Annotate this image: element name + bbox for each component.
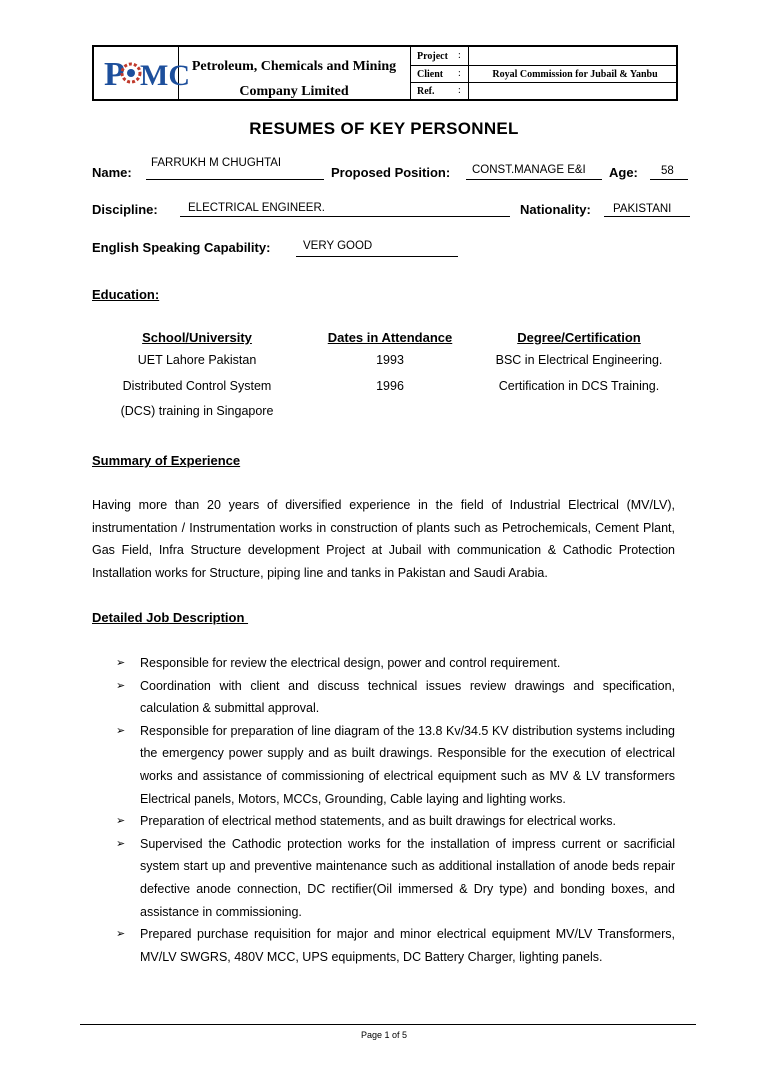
svg-text:MC: MC	[140, 59, 190, 92]
page-title: RESUMES OF KEY PERSONNEL	[249, 119, 519, 138]
position-label: Proposed Position:	[331, 165, 451, 180]
client-label: Client	[417, 69, 444, 80]
header-divider	[410, 65, 676, 66]
age-underline	[650, 179, 688, 180]
footer-divider	[80, 1024, 696, 1025]
col-school: School/University	[142, 330, 252, 345]
list-item-text: Preparation of electrical method statements, and as built drawings for electrical works.	[140, 814, 616, 829]
summary-text: Having more than 20 years of diversified experience in the field of Industrial Electrical (MV/LV), instrumentation / Instrumentation works in construction of plants such as Petrochemicals, Cement Plant, Gas Field, Infra Structure development Project at Jubail with communication & Cathodic Protection Installation works for Structure, piping line and tanks in Pakistan and Saudi Arabia.	[92, 498, 675, 580]
education-heading: Education:	[92, 287, 160, 302]
client-value: Royal Commission for Jubail & Yanbu	[492, 69, 658, 80]
arrow-bullet-icon: ➢	[116, 815, 126, 828]
edu-row1-school: UET Lahore Pakistan	[137, 353, 257, 367]
name-value: FARRUKH M CHUGHTAI	[151, 157, 282, 169]
position-value: CONST.MANAGE E&I	[472, 164, 586, 176]
header-divider	[468, 47, 469, 99]
page-number: Page 1 of 5	[360, 1030, 408, 1040]
company-name-line1: Petroleum, Chemicals and Mining	[191, 59, 397, 74]
list-item-text: Prepared purchase requisition for major and minor electrical equipment MV/LV Transformers, MV/LV SWGRS, 480V MCC, UPS equipments, DC Battery Charger, lighting panels.	[140, 927, 675, 964]
list-item	[92, 810, 675, 833]
job-bullet-list	[92, 652, 675, 968]
list-item-text: Coordination with client and discuss technical issues review drawings and specification, calculation & submittal approval.	[140, 678, 675, 716]
edu-row1-dates: 1993	[376, 353, 404, 367]
job-heading: Detailed Job Description	[92, 610, 249, 625]
edu-row2-school-cont: (DCS) training in Singapore	[120, 404, 274, 418]
arrow-bullet-icon: ➢	[116, 928, 126, 941]
nationality-value: PAKISTANI	[613, 203, 672, 215]
company-logo	[96, 49, 190, 97]
age-label: Age:	[609, 165, 638, 180]
age-value: 58	[661, 165, 674, 177]
english-underline	[296, 256, 458, 257]
name-label: Name:	[92, 165, 132, 180]
discipline-underline	[180, 216, 510, 217]
edu-row2-degree: Certification in DCS Training.	[498, 379, 660, 393]
nationality-underline	[604, 216, 690, 217]
header-divider	[410, 82, 676, 83]
list-item	[92, 652, 675, 675]
list-item	[92, 675, 675, 720]
arrow-bullet-icon: ➢	[116, 657, 126, 669]
edu-row2-dates: 1996	[376, 379, 404, 393]
list-item	[92, 923, 675, 968]
arrow-bullet-icon: ➢	[116, 724, 126, 737]
client-colon: :	[458, 68, 461, 79]
edu-row2-school: Distributed Control System	[122, 379, 272, 393]
english-value: VERY GOOD	[303, 240, 373, 252]
svg-text:P: P	[104, 56, 125, 93]
position-underline	[466, 179, 602, 180]
list-item	[92, 720, 675, 810]
list-item-text: Supervised the Cathodic protection works for the installation of impress current or sacrificial system start up and preventive maintenance such as additional installation of anode beds repair defective anode connection, DC rectifier(Oil immersed & Dry type) and bonding boxes, and assistance in commissioning.	[140, 836, 675, 919]
discipline-label: Discipline:	[92, 202, 158, 217]
discipline-value: ELECTRICAL ENGINEER.	[188, 202, 325, 214]
arrow-bullet-icon: ➢	[116, 837, 126, 850]
col-dates: Dates in Attendance	[327, 330, 453, 345]
list-item-text: Responsible for preparation of line diagram of the 13.8 Kv/34.5 KV distribution systems including the emergency power supply and as built drawings. Responsible for the execution of electrical works and assistance of commissioning of electrical equipment such as MV & LV transformers Electrical panels, Motors, MCCs, Grounding, Cable laying and lighting works.	[140, 723, 675, 806]
list-item	[92, 833, 675, 923]
header-divider	[410, 47, 411, 99]
name-underline	[146, 179, 324, 180]
nationality-label: Nationality:	[520, 202, 591, 217]
ref-colon: :	[458, 85, 461, 96]
arrow-bullet-icon: ➢	[116, 679, 126, 692]
col-degree: Degree/Certification	[517, 330, 641, 345]
english-label: English Speaking Capability:	[92, 240, 271, 255]
summary-heading: Summary of Experience	[92, 453, 241, 468]
company-name-line2: Company Limited	[239, 84, 349, 99]
project-label: Project	[417, 51, 448, 62]
list-item-text: Responsible for review the electrical design, power and control requirement.	[140, 656, 561, 670]
edu-row1-degree: BSC in Electrical Engineering.	[495, 353, 663, 367]
project-colon: :	[458, 50, 461, 61]
ref-label: Ref.	[417, 86, 435, 97]
